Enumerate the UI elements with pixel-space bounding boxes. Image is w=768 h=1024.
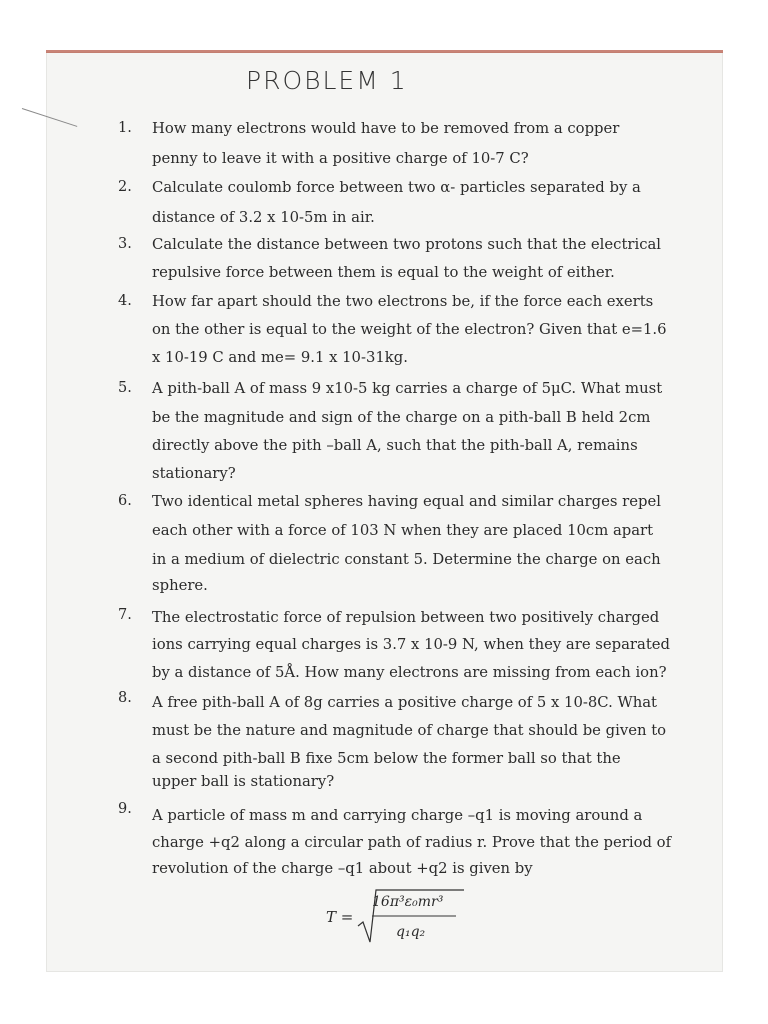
question-line: must be the nature and magnitude of charge that should be given to — [152, 722, 667, 739]
question-number: 9. — [118, 801, 132, 817]
question-line: penny to leave it with a positive charge of 10-7 C? — [152, 150, 529, 167]
question-number: 1. — [118, 120, 132, 136]
question-number: 8. — [118, 690, 132, 706]
question-line: A pith-ball A of mass 9 x10-5 kg carries a charge of 5μC. What must — [152, 380, 663, 397]
question-line: on the other is equal to the weight of the electron? Given that e=1.6 — [152, 321, 667, 338]
formula-numerator: 16π³ε₀mr³ — [372, 894, 444, 910]
question-line: ions carrying equal charges is 3.7 x 10-9 N, when they are separated — [152, 636, 670, 653]
question-line: sphere. — [152, 577, 208, 594]
question-number: 3. — [118, 236, 132, 252]
page-title: PROBLEM 1 — [246, 66, 408, 95]
question-line: stationary? — [152, 465, 236, 482]
question-line: in a medium of dielectric constant 5. Determine the charge on each — [152, 551, 661, 568]
question-line: repulsive force between them is equal to the weight of either. — [152, 264, 615, 281]
paper-top-edge — [46, 50, 723, 53]
question-line: revolution of the charge –q1 about +q2 is given by — [152, 860, 533, 877]
question-line: Two identical metal spheres having equal and similar charges repel — [152, 493, 661, 510]
question-line: A free pith-ball A of 8g carries a positive charge of 5 x 10-8C. What — [152, 694, 657, 711]
question-line: be the magnitude and sign of the charge on a pith-ball B held 2cm — [152, 409, 651, 426]
question-line: How far apart should the two electrons be, if the force each exerts — [152, 293, 654, 310]
period-formula — [318, 888, 478, 944]
question-number: 4. — [118, 293, 132, 309]
question-line: Calculate coulomb force between two α- particles separated by a — [152, 179, 641, 196]
question-number: 2. — [118, 179, 132, 195]
question-line: The electrostatic force of repulsion between two positively charged — [152, 609, 660, 626]
question-line: charge +q2 along a circular path of radius r. Prove that the period of — [152, 834, 672, 851]
question-line: upper ball is stationary? — [152, 773, 335, 790]
formula-lhs: T = — [326, 908, 354, 926]
question-number: 6. — [118, 493, 132, 509]
formula-denominator: q₁q₂ — [396, 924, 426, 940]
question-line: each other with a force of 103 N when they are placed 10cm apart — [152, 522, 654, 539]
question-line: a second pith-ball B fixe 5cm below the former ball so that the — [152, 750, 621, 767]
question-line: directly above the pith –ball A, such that the pith-ball A, remains — [152, 437, 638, 454]
question-line: x 10-19 C and me= 9.1 x 10-31kg. — [152, 349, 408, 366]
question-number: 5. — [118, 380, 132, 396]
question-line: How many electrons would have to be removed from a copper — [152, 120, 620, 137]
question-number: 7. — [118, 607, 132, 623]
question-line: distance of 3.2 x 10-5m in air. — [152, 209, 375, 226]
question-line: A particle of mass m and carrying charge –q1 is moving around a — [152, 807, 643, 824]
question-line: Calculate the distance between two protons such that the electrical — [152, 236, 662, 253]
question-line: by a distance of 5Å. How many electrons are missing from each ion? — [152, 664, 667, 681]
